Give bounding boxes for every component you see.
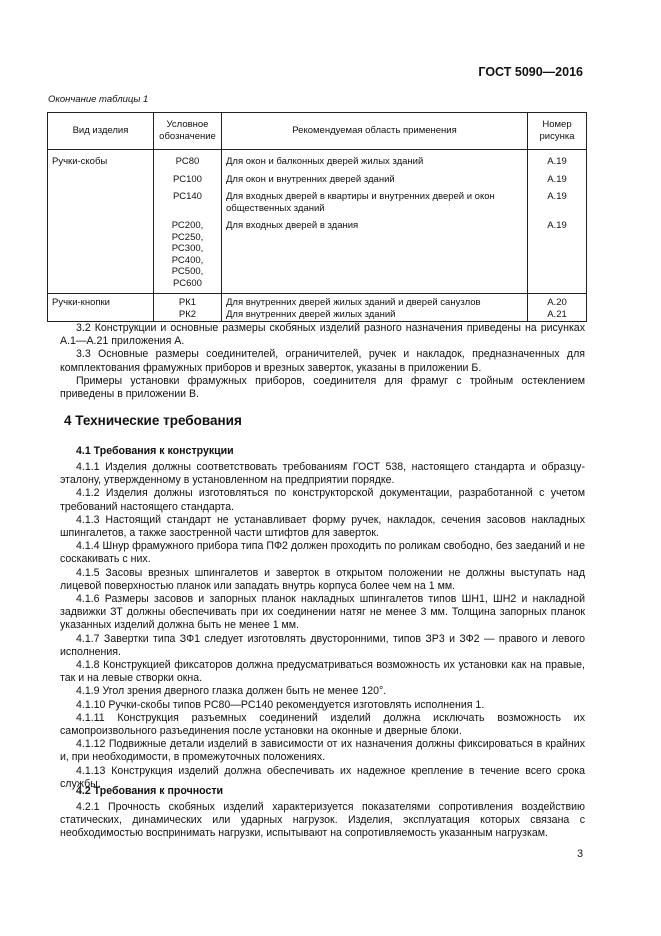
cell-usage: Для окон и внутренних дверей зданий [222, 172, 528, 190]
paragraph: 4.1.6 Размеры засовов и запорных планок накладных шпингалетов типов ШН1, ШН2 и накладной задвижки ЗТ должны обеспечивать при их соединении натяг не менее 3 мм. Толщина запорных планок указанных изделий должна быть не менее 1 мм. [60, 593, 585, 632]
cell-name [48, 189, 154, 218]
cell-figure: А.20 [528, 294, 587, 309]
cell-usage: Для окон и балконных дверей жилых зданий [222, 150, 528, 172]
cell-designation: РС140 [154, 189, 222, 218]
section3-paragraphs [60, 322, 585, 401]
table-row [48, 218, 587, 294]
product-table [47, 112, 587, 322]
paragraph: 4.1.10 Ручки-скобы типов РС80—РС140 рекомендуется изготовлять исполнения 1. [76, 698, 485, 711]
column-header-name: Вид изделия [48, 113, 154, 150]
cell-figure: А.19 [528, 218, 587, 294]
paragraph: 4.1.9 Угол зрения дверного глазка должен быть не менее 120°. [76, 685, 387, 698]
column-header-figure: Номер рисунка [528, 113, 587, 150]
table-row [48, 294, 587, 309]
column-header-designation: Условное обозначение [154, 113, 222, 150]
cell-figure: А.19 [528, 172, 587, 190]
cell-name [48, 218, 154, 294]
cell-figure: А.19 [528, 189, 587, 218]
paragraph: 4.1.8 Конструкцией фиксаторов должна предусматриваться возможность их установки как на правые, так и на левые створки окна. [60, 659, 585, 685]
paragraph: 4.1.7 Завертки типа ЗФ1 следует изготовлять двусторонними, типов ЗР3 и ЗФ2 — правого и левого исполнения. [60, 632, 585, 658]
cell-designation: РК2 [154, 309, 222, 322]
column-header-usage: Рекомендуемая область применения [222, 113, 528, 150]
paragraph: 3.2 Конструкции и основные размеры скобяных изделий разного назначения приведены на рисунках А.1—А.21 приложения А. [60, 322, 585, 348]
table-row [48, 189, 587, 218]
paragraph: 4.1.13 Конструкция изделий должна обеспечивать их надежное крепление в течение всего срока службы. [60, 764, 585, 790]
table-header-row [48, 113, 587, 150]
table-caption: Окончание таблицы 1 [48, 94, 149, 105]
table-row [48, 150, 587, 172]
paragraph: 4.2.1 Прочность скобяных изделий характеризуется показателями сопротивления воздействию статических, динамических или ударных нагрузок. Изделия, эксплуатация которых связана с необходимостью воспринимать нагрузки, испытывают на сопротивляемость указанным нагрузкам. [60, 801, 585, 840]
page-number: 3 [577, 848, 583, 860]
cell-figure: А.19 [528, 150, 587, 172]
cell-name: Ручки-кнопки [48, 294, 154, 309]
cell-name: Ручки-скобы [48, 150, 154, 172]
subsection-4-1-paragraphs [60, 461, 585, 791]
cell-name [48, 172, 154, 190]
cell-figure: А.21 [528, 309, 587, 322]
paragraph: 4.1.5 Засовы врезных шпингалетов и заверток в открытом положении не должны выступать над лицевой поверхностью планок или западать внутрь корпуса более чем на 1 мм. [60, 566, 585, 592]
section-4-heading: 4 Технические требования [64, 413, 242, 428]
paragraph: 4.1.3 Настоящий стандарт не устанавливает форму ручек, накладок, сечения засовов накладных шпингалетов, а также заостренной части штифтов для заверток. [60, 513, 585, 540]
cell-usage: Для внутренних дверей жилых зданий и дверей санузлов [222, 294, 528, 309]
subsection-4-2-paragraphs [60, 801, 585, 841]
cell-usage: Для входных дверей в здания [222, 218, 528, 294]
subsection-4-1-heading: 4.1 Требования к конструкции [76, 445, 234, 457]
document-header: ГОСТ 5090—2016 [478, 65, 583, 79]
paragraph: 3.3 Основные размеры соединителей, ограничителей, ручек и накладок, предназначенных для комплектования фрамужных приборов и врезных заверток, указаны в приложении Б. [60, 348, 585, 374]
paragraph: 4.1.4 Шнур фрамужного прибора типа ПФ2 должен проходить по роликам свободно, без заеданий и не соскакивать с них. [60, 540, 585, 566]
cell-designation: РК1 [154, 294, 222, 309]
cell-designation: РС100 [154, 172, 222, 190]
paragraph: 4.1.1 Изделия должны соответствовать требованиям ГОСТ 538, настоящего стандарта и образцу-эталону, утвержденному в установленном на предприятии порядке. [60, 461, 585, 487]
cell-name [48, 309, 154, 322]
paragraph: 4.1.12 Подвижные детали изделий в зависимости от их назначения должны фиксироваться в крайних и, при необходимости, в промежуточных положениях. [60, 738, 585, 764]
cell-usage: Для внутренних дверей жилых зданий [222, 309, 528, 322]
paragraph: 4.1.2 Изделия должны изготовляться по конструкторской документации, разработанной с учетом требований настоящего стандарта. [60, 487, 585, 513]
cell-designation: РС80 [154, 150, 222, 172]
subsection-4-2-heading: 4.2 Требования к прочности [76, 785, 224, 797]
cell-designation: РС200, РС250, РС300, РС400, РС500, РС600 [154, 218, 222, 294]
table-row [48, 309, 587, 322]
table-row [48, 172, 587, 190]
paragraph: Примеры установки фрамужных приборов, соединителя для фрамуг с тройным остеклением приведены в приложении В. [60, 374, 585, 401]
cell-usage: Для входных дверей в квартиры и внутренних дверей и окон общественных зданий [222, 189, 528, 218]
paragraph: 4.1.11 Конструкция разъемных соединений изделий должна исключать возможность их самопроизвольного разъединения после установки на оконные и дверные блоки. [60, 711, 585, 738]
